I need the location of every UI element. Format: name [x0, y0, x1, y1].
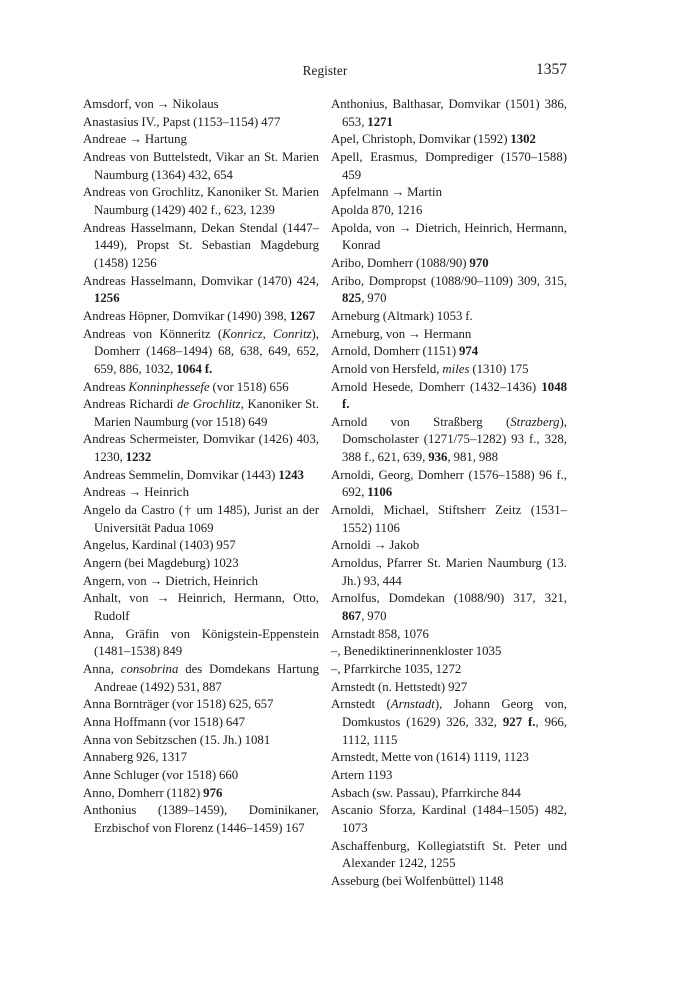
- entry-text: Arnoldi, Georg, Domherr (1576–1588) 96 f., 692,: [331, 467, 567, 500]
- index-entry: [331, 379, 567, 414]
- entry-text: Arnold von Hersfeld,: [331, 361, 443, 376]
- page-reference-bold: 936: [428, 450, 448, 465]
- entry-text: , 970: [361, 291, 387, 306]
- entry-text: Andreae → Hartung: [83, 132, 187, 147]
- entry-text: Andreas Richardi: [83, 397, 177, 412]
- italic-text: de Grochlitz: [177, 397, 241, 412]
- italic-text: miles: [442, 361, 470, 376]
- entry-text: Anastasius IV., Papst (1153–1154) 477: [83, 114, 281, 129]
- page-reference-bold: 927 f.: [502, 714, 536, 729]
- page-reference-bold: 1048 f.: [342, 379, 567, 412]
- index-entry: [331, 590, 567, 625]
- entry-text: Apolda 870, 1216: [331, 202, 423, 217]
- entry-text: Andreas Schermeister, Domvikar (1426) 403, 1230,: [83, 432, 319, 465]
- index-entry: [83, 326, 319, 379]
- index-entry: [331, 308, 567, 326]
- entry-text: Arnold Hesede, Domherr (1432–1436): [331, 379, 542, 394]
- index-entry: [331, 184, 567, 202]
- index-entry: [83, 184, 319, 219]
- index-entry: [331, 749, 567, 767]
- entry-text: Angelo da Castro († um 1485), Jurist an der Universität Padua 1069: [83, 503, 319, 535]
- page-reference-bold: 1267: [289, 308, 316, 323]
- entry-text: Aribo, Dompropst (1088/90–1109) 309, 315,: [331, 273, 567, 288]
- index-entry: [83, 502, 319, 537]
- page-reference-bold: 976: [203, 785, 223, 800]
- index-entry: [331, 802, 567, 837]
- entry-text: Arnold, Domherr (1151): [331, 344, 459, 359]
- page-reference-bold: 825: [342, 291, 362, 306]
- entry-text: Andreas: [83, 379, 129, 394]
- page-reference-bold: 1302: [510, 132, 536, 147]
- index-entry: [331, 467, 567, 502]
- page-number: 1357: [536, 61, 567, 78]
- entry-text: Arnolfus, Domdekan (1088/90) 317, 321,: [331, 591, 567, 606]
- entry-text: ), Johann Georg von, Domkustos (1629) 326, 332,: [342, 697, 567, 729]
- entry-text: –, Pfarrkirche 1035, 1272: [331, 662, 462, 676]
- italic-text: consobrina: [120, 662, 179, 676]
- index-entry: [83, 484, 319, 502]
- entry-text: Andreas von Grochlitz, Kanoniker St. Marien Naumburg (1429) 402 f., 623, 1239: [83, 185, 319, 217]
- italic-text: Strazberg: [510, 414, 560, 429]
- index-entry: [83, 802, 319, 837]
- entry-text: Ascanio Sforza, Kardinal (1484–1505) 482, 1073: [331, 803, 567, 835]
- page-reference-bold: 1243: [278, 467, 304, 482]
- index-entry: [83, 626, 319, 661]
- entry-text: Artern 1193: [331, 767, 393, 782]
- index-entry: [83, 308, 319, 326]
- entry-text: Arneburg, von → Hermann: [331, 326, 472, 341]
- index-entry: [331, 838, 567, 873]
- entry-text: Apfelmann → Martin: [331, 185, 442, 200]
- index-entry: [331, 96, 567, 131]
- page-reference-bold: 970: [469, 255, 489, 270]
- entry-text: Amsdorf, von → Nikolaus: [83, 97, 219, 111]
- entry-text: Apel, Christoph, Domvikar (1592): [331, 132, 511, 147]
- entry-text: , Kanoniker St. Marien Naumburg (vor 1518) 649: [94, 397, 319, 429]
- entry-text: Apolda, von → Dietrich, Heinrich, Hermann, Konrad: [331, 220, 567, 253]
- entry-text: , 970: [361, 609, 387, 624]
- entry-text: des Domdekans Hartung Andreae (1492) 531, 887: [94, 662, 319, 694]
- index-entry: [83, 273, 319, 308]
- page-reference-bold: 974: [459, 344, 479, 359]
- entry-text: , 966, 1112, 1115: [342, 714, 567, 747]
- entry-text: Arnstedt, Mette von (1614) 1119, 1123: [331, 750, 529, 765]
- index-entry: [83, 396, 319, 431]
- entry-text: Annaberg 926, 1317: [83, 750, 188, 765]
- entry-text: Anna,: [83, 662, 121, 676]
- italic-text: Konninphessefe: [128, 379, 210, 394]
- entry-text: Arneburg (Altmark) 1053 f.: [331, 308, 473, 323]
- entry-text: Anhalt, von → Heinrich, Hermann, Otto, Rudolf: [83, 591, 319, 624]
- index-entry: [83, 767, 319, 785]
- entry-text: Andreas von Buttelstedt, Vikar an St. Marien Naumburg (1364) 432, 654: [83, 149, 319, 182]
- entry-text: Arnoldus, Pfarrer St. Marien Naumburg (13. Jh.) 93, 444: [331, 556, 567, 588]
- entry-text: Anthonius (1389–1459), Dominikaner, Erzbischof von Florenz (1446–1459) 167: [83, 803, 319, 835]
- index-entry: [331, 326, 567, 344]
- entry-text: Andreas → Heinrich: [83, 485, 190, 500]
- index-entry: [83, 785, 319, 803]
- entry-text: Anthonius, Balthasar, Domvikar (1501) 386, 653,: [331, 97, 567, 129]
- index-entry: [331, 661, 567, 679]
- index-entry: [83, 661, 319, 696]
- index-entry: [331, 361, 567, 379]
- index-entry: [331, 555, 567, 590]
- entry-text: Angern, von → Dietrich, Heinrich: [83, 573, 259, 588]
- index-entry: [83, 714, 319, 732]
- index-entry: [83, 114, 319, 132]
- entry-text: Aschaffenburg, Kollegiatstift St. Peter und Alexander 1242, 1255: [331, 838, 567, 871]
- entry-text: Asseburg (bei Wolfenbüttel) 1148: [331, 873, 504, 888]
- index-entry: [83, 96, 319, 114]
- index-entry: [83, 555, 319, 573]
- index-entry: [83, 379, 319, 397]
- index-entry: [331, 202, 567, 220]
- entry-text: Angern (bei Magdeburg) 1023: [83, 556, 239, 571]
- index-entry: [331, 873, 567, 891]
- index-entry: [83, 732, 319, 750]
- entry-text: Andreas von Könneritz (: [83, 326, 223, 341]
- index-entry: [83, 537, 319, 555]
- index-entry: [331, 343, 567, 361]
- entry-text: Arnoldi, Michael, Stiftsherr Zeitz (1531–1552) 1106: [331, 503, 567, 535]
- index-entry: [331, 131, 567, 149]
- running-title: Register: [302, 63, 348, 78]
- index-entry: [83, 749, 319, 767]
- entry-text: Angelus, Kardinal (1403) 957: [83, 538, 236, 553]
- index-entry: [331, 273, 567, 308]
- entry-text: Anne Schluger (vor 1518) 660: [83, 767, 239, 782]
- index-entry: [331, 414, 567, 467]
- entry-text: Asbach (sw. Passau), Pfarrkirche 844: [331, 785, 521, 800]
- index-column-right: [331, 96, 567, 891]
- index-entry: [83, 467, 319, 485]
- entry-text: Arnstedt (n. Hettstedt) 927: [331, 679, 468, 694]
- index-entry: [83, 590, 319, 625]
- index-entry: [83, 696, 319, 714]
- entry-text: –, Benediktinerinnenkloster 1035: [331, 644, 502, 659]
- entry-text: Anna Bornträger (vor 1518) 625, 657: [83, 697, 274, 712]
- index-column-left: [83, 96, 319, 838]
- page-reference-bold: 1271: [367, 114, 393, 129]
- index-entry: [331, 537, 567, 555]
- index-entry: [83, 573, 319, 591]
- entry-text: Andreas Semmelin, Domvikar (1443): [83, 467, 279, 482]
- entry-text: ), Domherr (1468–1494) 68, 638, 649, 652, 659, 886, 1032,: [94, 326, 319, 376]
- index-entry: [331, 767, 567, 785]
- entry-text: ,: [262, 326, 274, 341]
- index-entry: [83, 220, 319, 273]
- entry-text: (vor 1518) 656: [209, 379, 289, 394]
- page-header: [83, 61, 567, 83]
- entry-text: Aribo, Domherr (1088/90): [331, 255, 470, 270]
- entry-text: Arnstedt (: [331, 697, 391, 712]
- italic-text: Konricz: [222, 326, 263, 341]
- index-entry: [331, 696, 567, 749]
- entry-text: Apell, Erasmus, Domprediger (1570–1588) 459: [331, 149, 567, 182]
- entry-text: Anna von Sebitzschen (15. Jh.) 1081: [83, 732, 271, 747]
- index-entry: [331, 643, 567, 661]
- index-entry: [331, 149, 567, 184]
- page-reference-bold: 1232: [125, 450, 152, 465]
- entry-text: (1310) 175: [469, 361, 529, 376]
- index-entry: [83, 149, 319, 184]
- entry-text: Anna, Gräfin von Königstein-Eppenstein (1481–1538) 849: [83, 626, 319, 659]
- index-entry: [331, 679, 567, 697]
- page-reference-bold: 1256: [94, 291, 120, 306]
- entry-text: Arnstadt 858, 1076: [331, 626, 429, 641]
- entry-text: Andreas Hasselmann, Dekan Stendal (1447–1449), Propst St. Sebastian Magdeburg (1458) 1256: [83, 220, 319, 270]
- page-reference-bold: 1064 f.: [176, 361, 213, 376]
- page-reference-bold: 867: [342, 609, 362, 624]
- italic-text: Arnstadt: [390, 697, 435, 712]
- entry-text: Arnold von Straßberg (: [331, 414, 511, 429]
- entry-text: Arnoldi → Jakob: [331, 538, 420, 553]
- index-entry: [331, 502, 567, 537]
- entry-text: Andreas Hasselmann, Domvikar (1470) 424,: [83, 273, 319, 288]
- index-entry: [331, 626, 567, 644]
- entry-text: Anna Hoffmann (vor 1518) 647: [83, 714, 246, 729]
- index-entry: [331, 255, 567, 273]
- entry-text: , 981, 988: [447, 450, 499, 465]
- index-entry: [83, 131, 319, 149]
- italic-text: Conritz: [273, 326, 312, 341]
- page-reference-bold: 1106: [367, 485, 393, 500]
- index-entry: [83, 431, 319, 466]
- entry-text: Andreas Höpner, Domvikar (1490) 398,: [83, 308, 290, 323]
- entry-text: ), Domscholaster (1271/75–1282) 93 f., 328, 388 f., 621, 639,: [342, 414, 567, 465]
- index-entry: [331, 220, 567, 255]
- index-entry: [331, 785, 567, 803]
- entry-text: Anno, Domherr (1182): [83, 785, 204, 800]
